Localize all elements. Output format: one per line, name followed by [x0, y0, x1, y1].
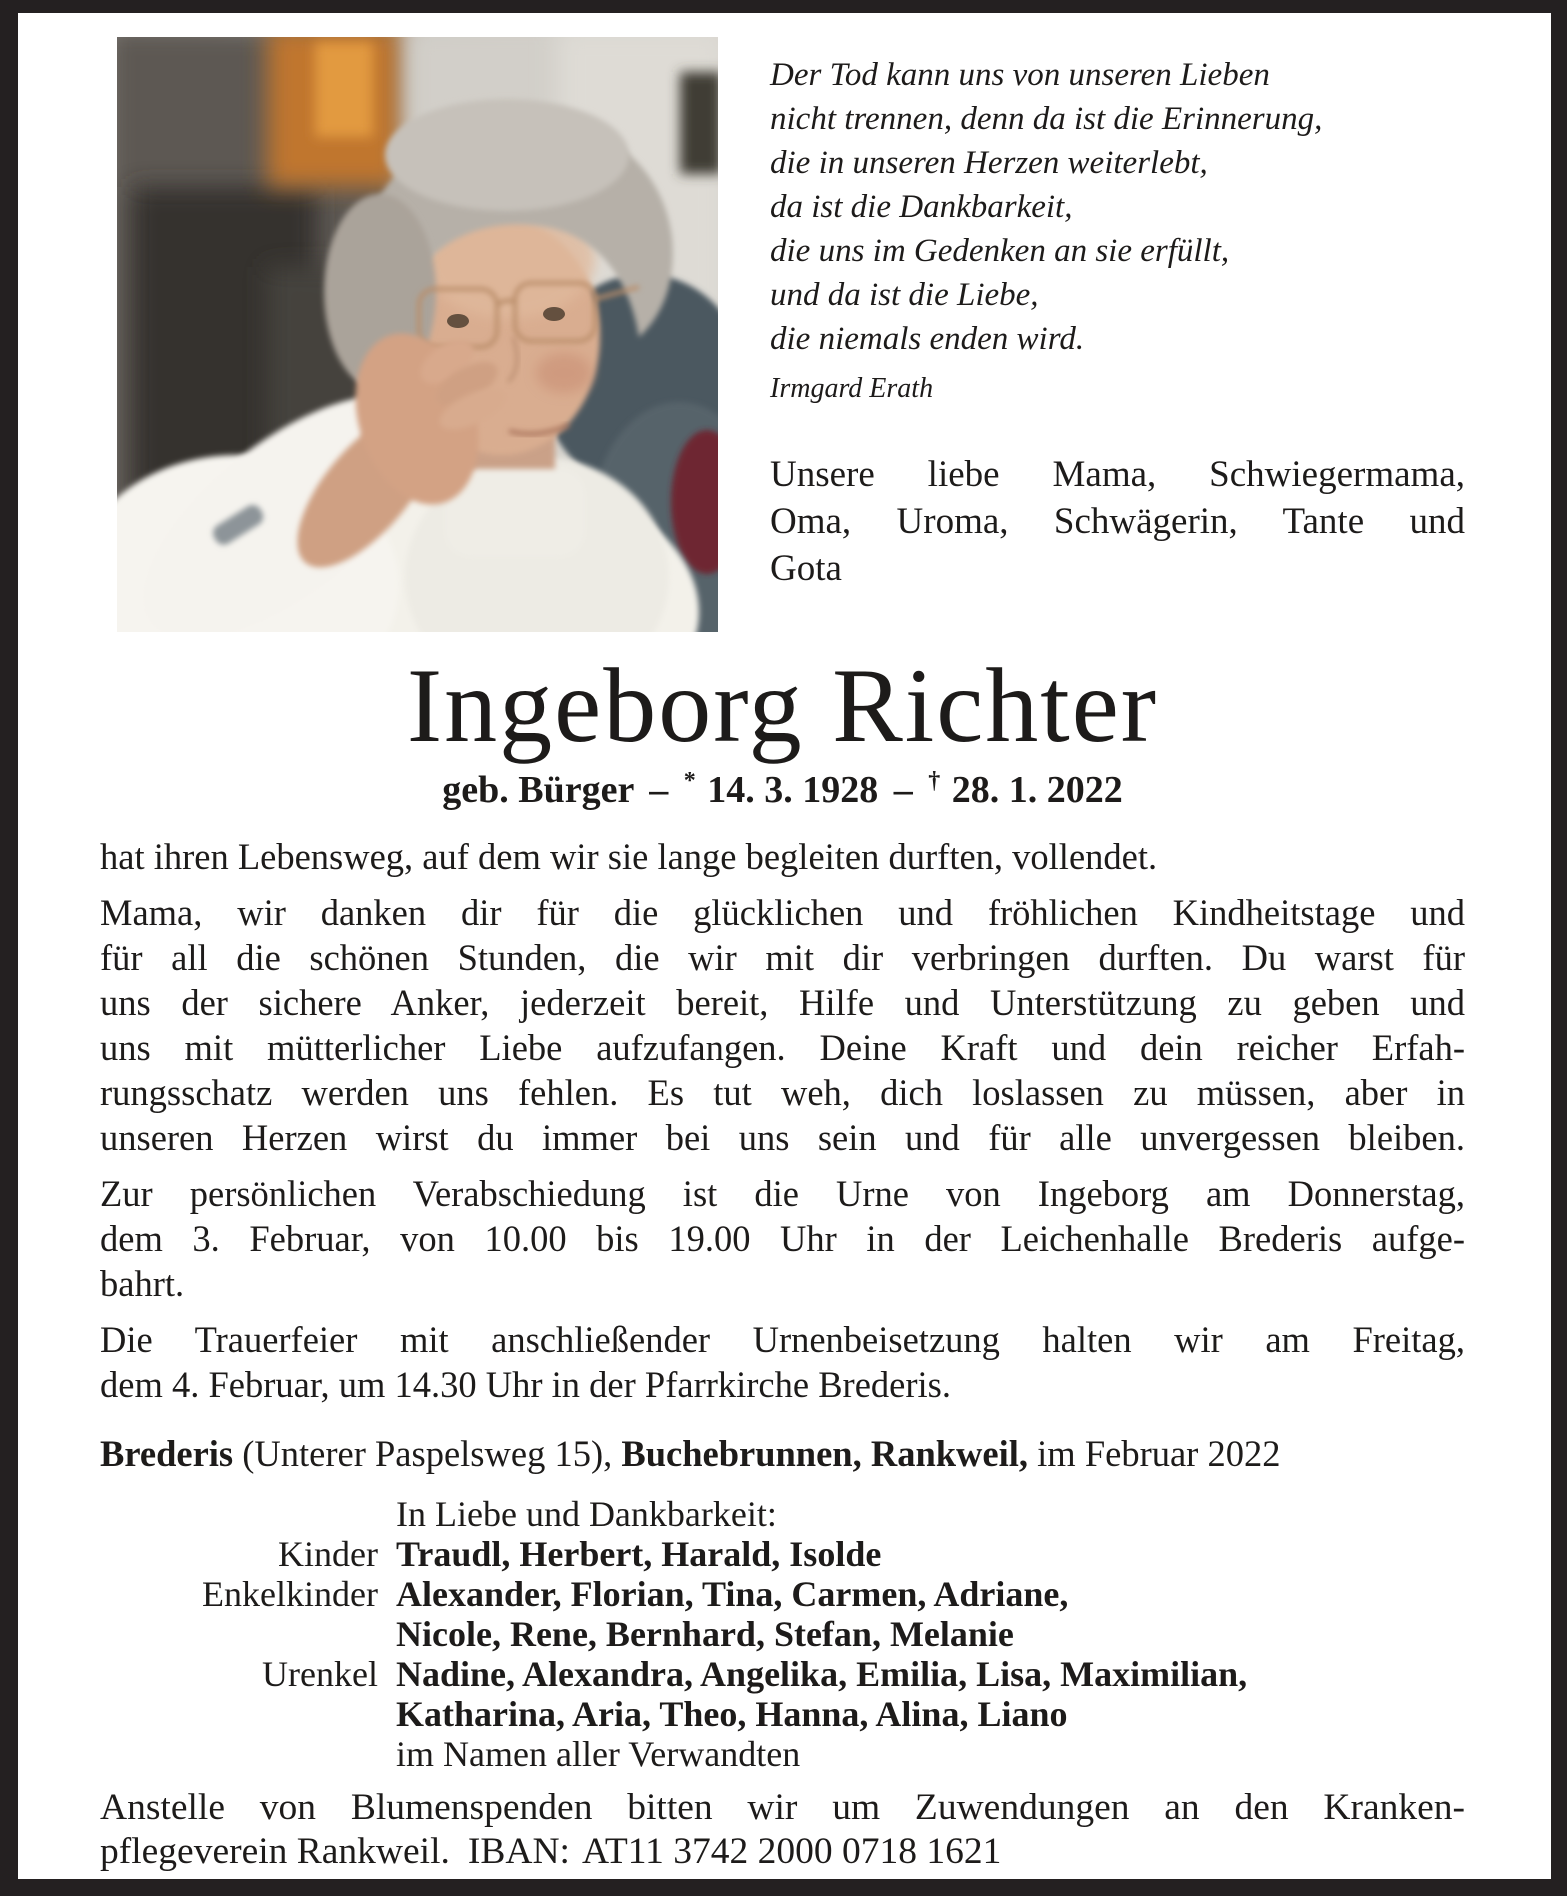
- text-line: für all die schönen Stunden, die wir mit dir verbringen durften. Du warst für: [100, 937, 1465, 978]
- portrait-photo-illustration: [117, 37, 718, 632]
- family-names: Nadine, Alexandra, Angelika, Emilia, Lisa, Maximilian,: [396, 1654, 1248, 1694]
- text-line: dem 4. Februar, um 14.30 Uhr in der Pfarrkirche Brederis.: [100, 1364, 951, 1405]
- place-name: Brederis: [100, 1433, 234, 1474]
- text-line: [100, 1830, 1465, 1874]
- text-line: unseren Herzen wirst du immer bei uns sein und für alle unvergessen bleiben.: [100, 1117, 1465, 1158]
- family-row-grandchildren-continued: [100, 1614, 1465, 1654]
- family-label: Kinder: [278, 1534, 378, 1574]
- text-line: uns mit mütterlicher Liebe aufzufangen. Deine Kraft und dein reicher Erfah-: [100, 1027, 1465, 1068]
- top-right-column: [770, 13, 1465, 592]
- maiden-name: geb. Bürger: [442, 769, 634, 811]
- poem-line: nicht trennen, denn da ist die Erinnerung,: [770, 101, 1323, 137]
- iban-value: AT11 3742 2000 0718 1621: [581, 1831, 1002, 1872]
- text-line: Zur persönlichen Verabschiedung ist die Urne von Ingeborg am Donnerstag,: [100, 1173, 1465, 1214]
- poem-line: die niemals enden wird.: [770, 321, 1085, 357]
- poem-line: und da ist die Liebe,: [770, 277, 1039, 313]
- family-label: Urenkel: [262, 1654, 378, 1694]
- family-label: [100, 1494, 378, 1534]
- paragraph-completion: [100, 834, 1465, 879]
- place-address: (Unterer Paspelsweg 15),: [233, 1433, 622, 1474]
- text-line: dem 3. Februar, von 10.00 bis 19.00 Uhr in der Leichenhalle Brederis aufge-: [100, 1218, 1465, 1259]
- life-dates-line: [100, 768, 1465, 812]
- memorial-poem: [770, 53, 1465, 361]
- family-names: Katharina, Aria, Theo, Hanna, Alina, Liano: [396, 1694, 1068, 1734]
- poem-line: die uns im Gedenken an sie erfüllt,: [770, 233, 1230, 269]
- poem-line: da ist die Dankbarkeit,: [770, 189, 1073, 225]
- death-dagger-symbol: †: [928, 768, 941, 794]
- top-section: [100, 13, 1465, 632]
- dash-separator: –: [649, 769, 669, 811]
- family-dedication-row: [100, 1494, 1465, 1534]
- deceased-name: Ingeborg Richter: [406, 647, 1159, 764]
- birth-star-symbol: *: [683, 768, 696, 794]
- second-place-name: Buchebrunnen, Rankweil,: [621, 1433, 1029, 1474]
- family-row-relatives: [100, 1734, 1465, 1774]
- donation-note-continued: pflegeverein Rankweil.: [100, 1831, 450, 1872]
- relationship-intro: [770, 451, 1465, 592]
- poem-line: die in unseren Herzen weiterlebt,: [770, 145, 1208, 181]
- intro-line: Oma, Uroma, Schwägerin, Tante und: [770, 501, 1465, 542]
- family-names: Nicole, Rene, Bernhard, Stefan, Melanie: [396, 1614, 1014, 1654]
- text-line: rungsschatz werden uns fehlen. Es tut weh, dich loslassen zu müssen, aber in: [100, 1072, 1465, 1113]
- dash-separator: –: [893, 769, 913, 811]
- birth-date: 14. 3. 1928: [707, 769, 879, 811]
- place-date-line: [100, 1431, 1465, 1476]
- death-date: 28. 1. 2022: [951, 769, 1123, 811]
- iban-label: IBAN:: [467, 1831, 570, 1872]
- obituary-content: [18, 13, 1551, 1874]
- paragraph-thanks: [100, 890, 1465, 1160]
- family-label: [100, 1614, 378, 1654]
- family-row-great-grandchildren-continued: [100, 1694, 1465, 1734]
- intro-line: Gota: [770, 548, 842, 589]
- family-names: Alexander, Florian, Tina, Carmen, Adriane,: [396, 1574, 1069, 1614]
- text-line: hat ihren Lebensweg, auf dem wir sie lange begleiten durften, vollendet.: [100, 836, 1158, 877]
- paragraph-funeral: [100, 1317, 1465, 1407]
- text-line: Die Trauerfeier mit anschließender Urnenbeisetzung halten wir am Freitag,: [100, 1319, 1465, 1360]
- family-label: [100, 1694, 378, 1734]
- text-line: bahrt.: [100, 1263, 185, 1304]
- family-names: Traudl, Herbert, Harald, Isolde: [396, 1534, 882, 1574]
- text-line: uns der sichere Anker, jederzeit bereit, Hilfe und Unterstützung zu geben und: [100, 982, 1465, 1023]
- text-line: Anstelle von Blumenspenden bitten wir um Zuwendungen an den Kranken-: [100, 1787, 1465, 1828]
- donation-note: [100, 1786, 1465, 1874]
- family-label: [100, 1734, 378, 1774]
- family-names: im Namen aller Verwandten: [396, 1734, 801, 1774]
- family-row-children: [100, 1534, 1465, 1574]
- family-row-grandchildren: [100, 1574, 1465, 1614]
- obituary-text: [100, 834, 1465, 1407]
- poem-attribution: Irmgard Erath: [770, 373, 934, 404]
- portrait-photo: [117, 37, 718, 632]
- family-label: Enkelkinder: [202, 1574, 378, 1614]
- intro-line: Unsere liebe Mama, Schwiegermama,: [770, 454, 1465, 495]
- notice-date: im Februar 2022: [1028, 1433, 1281, 1474]
- family-row-great-grandchildren: [100, 1654, 1465, 1694]
- text-line: Mama, wir danken dir für die glücklichen und fröhlichen Kindheitstage und: [100, 892, 1465, 933]
- poem-line: Der Tod kann uns von unseren Lieben: [770, 57, 1270, 93]
- family-dedication: In Liebe und Dankbarkeit:: [396, 1494, 777, 1534]
- paragraph-viewing: [100, 1171, 1465, 1306]
- family-section: [100, 1494, 1465, 1774]
